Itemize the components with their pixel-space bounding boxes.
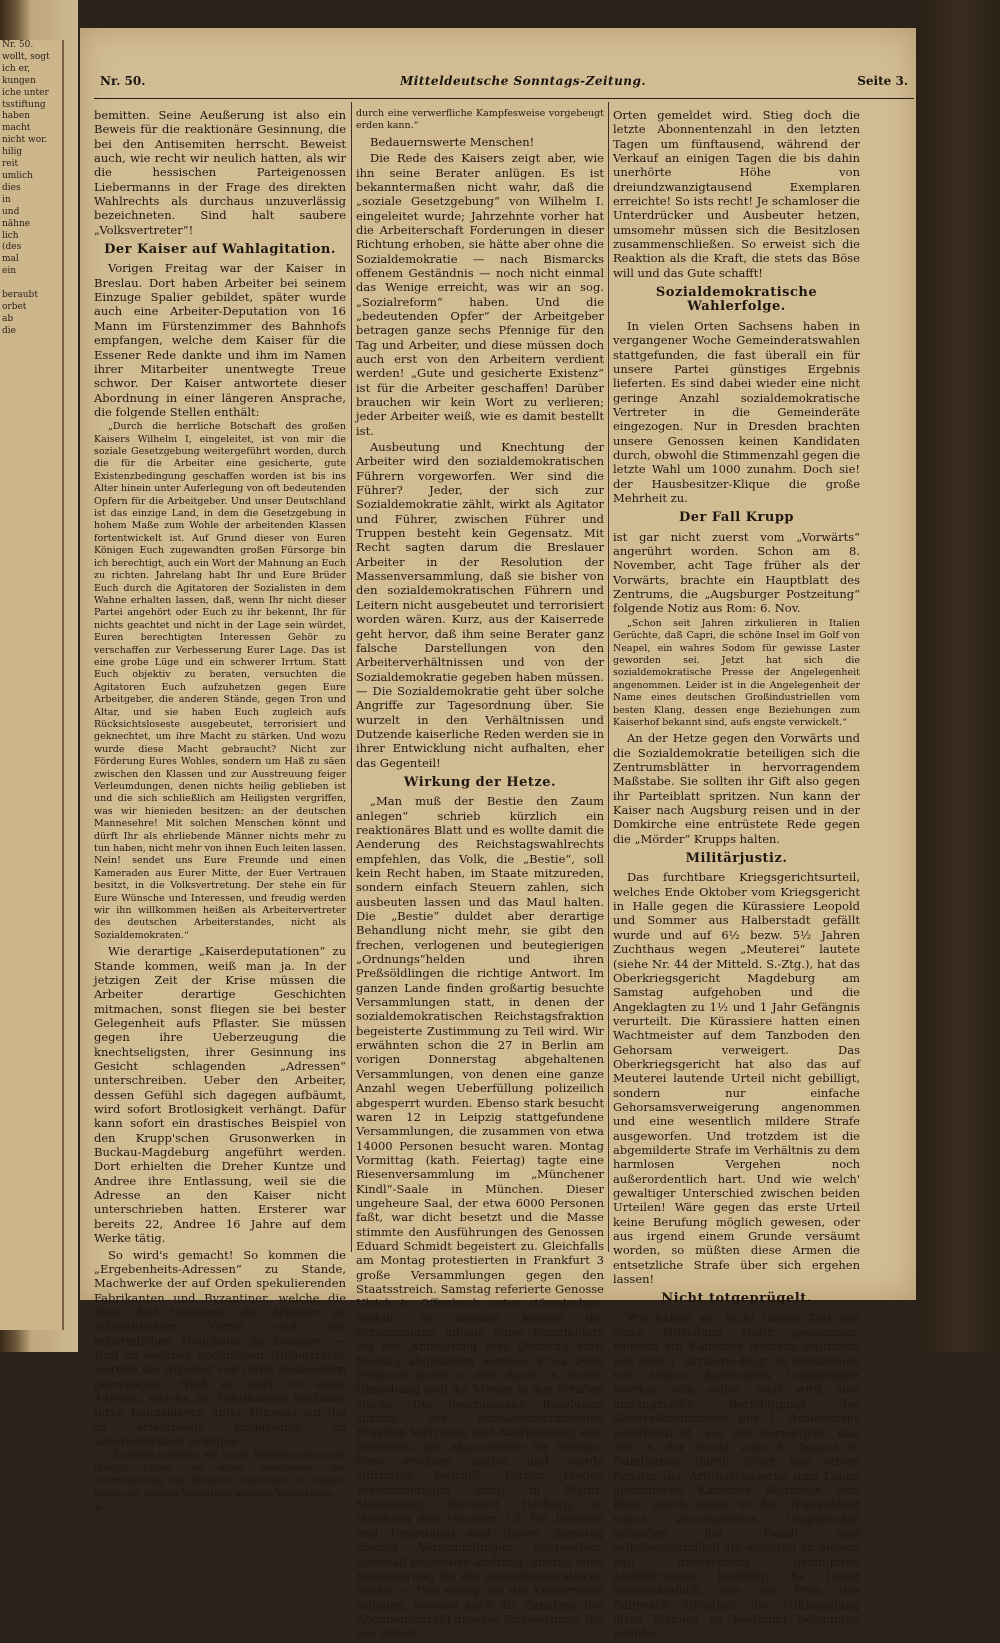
column-1: [94, 108, 346, 1516]
previous-page-edge: [0, 40, 64, 1330]
paragraph: Ausbeutung und Knechtung der Arbeiter wird den sozialdemokratischen Führern vorgeworfen. Wer sind die Führer? Jeder, der sich zur Sozialdemokratie zählt, wirkt als Agitator und Führer, zwischen Führer und Truppen besteht kein Gegensatz. Mit Recht sagten darum die Breslauer Arbeiter in der Resolution der Massenversammlung, daß sie bisher von den sozialdemokratischen Führern und Leitern nicht ausgebeutet und terrorisiert worden wären. Kurz, aus der Kaiserrede geht hervor, daß ihm seine Berater ganz falsche Darstellungen von den Arbeiterverhältnissen und von der Sozialdemokratie gegeben haben müssen. — Die Sozialdemokratie geht über solche Angriffe zur Tagesordnung über. Sie wurzelt in den Verhältnissen und Dutzende kaiserliche Reden werden sie in ihrer Entwicklung nicht aufhalten, eher das Gegenteil!: [356, 440, 604, 770]
paragraph: An der Hetze gegen den Vorwärts und die Sozialdemokratie beteiligen sich die Zentrumsblätter in hervorragendem Maßstabe. Sie sollten ihr Gift also gegen ihr Parteiblatt spritzen. Nun kann der Kaiser nach Augsburg reisen und in der Domkirche eine entrüstete Rede gegen die „Mörder“ Krupps halten.: [613, 731, 860, 846]
article-heading: Wirkung der Hetze.: [403, 774, 557, 790]
paragraph: Orten gemeldet wird. Stieg doch die letzte Abonnentenzahl in den letzten Tagen um fünftausend, während der Verkauf an einigen Tagen die bis dahin unerhörte Höhe von dreiundzwanzigtausend Exemplaren erreichte! So ists recht! Je schamloser die Unterdrücker und Ausbeuter hetzen, umsomehr müssen sich die Besitzlosen zusammenschließen. So erweist sich die Reaktion als die Kraft, die stets das Böse will und das Gute schafft!: [613, 108, 860, 280]
paragraph: Wie derartige „Kaiserdeputationen“ zu Stande kommen, weiß man ja. In der jetzigen Zeit der Krise müssen die Arbeiter derartige Geschichten mitmachen, sonst fliegen sie bei bester Gelegenheit aufs Pflaster. Sie müssen gegen ihre Ueberzeugung die knechtseligsten, ihrer Gesinnung ins Gesicht schlagenden „Adressen“ unterschreiben. Ueber den Arbeiter, dessen Gefühl sich dagegen aufbäumt, wird sofort Brotlosigkeit verhängt. Dafür kann sofort ein drastisches Beispiel von den Krupp'schen Grusonwerken in Buckau-Magdeburg angeführt werden. Dort erhielten die Dreher Kuntze und Andree ihre Entlassung, weil sie die Adresse an den Kaiser nicht unterschrieben hatten. Ersterer war bereits 22, Andree 16 Jahre auf dem Werke tätig.: [94, 944, 346, 1246]
article-heading: Nicht totgeprügelt.: [661, 1291, 812, 1307]
column-divider: [351, 102, 352, 1252]
paragraph: Das furchtbare Kriegsgerichtsurteil, welches Ende Oktober vom Kriegsgericht in Halle gegen die Kürassiere Leopold und Sommer aus Halberstadt gefällt wurde und auf 6½ bezw. 5½ Jahren Zuchthaus wegen „Meuterei“ lautete (siehe Nr. 44 der Mitteld. S.-Ztg.), hat das Oberkriegsgericht Magdeburg am Samstag aufgehoben und die Angeklagten zu 1½ und 1 Jahr Gefängnis verurteilt. Die Kürassiere hatten einen Wachtmeister auf dem Tanzboden den Gehorsam verweigert. Das Oberkriegsgericht hat also das auf Meuterei lautende Urteil nicht gebilligt, sondern nur einfache Gehorsamsverweigerung angenommen und eine wesentlich mildere Strafe ausgeworfen. Und trotzdem ist die abgemilderte Strafe im Verhältnis zu dem harmlosen Vergehen noch außerordentlich hart. Und wie welch' gewaltiger Unterschied zwischen beiden Urteilen! Wäre gegen das erste Urteil keine Berufung möglich gewesen, oder aus irgend einem Grunde versäumt worden, so müßten diese Armen die entsetzliche Strafe über sich ergehen lassen!: [613, 870, 860, 1287]
paragraph: Wir haben vor nicht langer Zeit von einer Mitteilung Notiz genommen, wonach ein Kanonier Namens Baltrusch von dem 1. Artillerie-Regt. in Gumbinnen von seinen Kameraden totgeprügelt worden sein sollte. Jetzt wird eine umfangreiche Berichtigung des Generalkommandos des 1. Armeekorps veröffentlicht, aus der hervorgeht, daß der in der Nacht zum 8. August in Gumbinnen durch Sturz aus einem Fenster der Artilleriekaserne ums Leben gekommene Kanonier Baltrusch sein Ende durch einen in der Trunkenheit selbst verschuldeten Unglücksfall gefunden hat. Damit sind selbstverständlich die weiteren an diesem Fall unsererseits geknüpften Ausführungen hinfällig. Es bleibt unverständlich, wie die Frau des Baltrusch öffentlich die Mißhandlung ihres Mannes so bestimmt behaupten konnte.: [613, 1310, 860, 1641]
page-number: Seite 3.: [857, 74, 908, 88]
article-heading: Sozialdemokratische Wahlerfolge.: [655, 285, 818, 315]
paragraph: In vielen Orten Sachsens haben in vergangener Woche Gemeinderatswahlen stattgefunden, die fast überall ein für unsere Partei günstiges Ergebnis lieferten. Es sind dabei wieder eine nicht geringe Anzahl sozialdemokratische Vertreter in die Gemeinderäte eingezogen. Nur in Dresden brachten unsere Genossen keinen Kandidaten durch, obwohl die Stimmenzahl gegen die letzte Wahl um 1000 zunahm. Doch sie! der Hausbesitzer-Klique die große Mehrheit zu.: [613, 318, 860, 505]
header-rule: [94, 98, 914, 99]
paper-title: Mitteldeutsche Sonntags-Zeitung.: [400, 74, 647, 88]
article-heading: Der Kaiser auf Wahlagitation.: [104, 242, 336, 258]
article-heading: Militärjustiz.: [685, 851, 788, 867]
quote: „Schon seit Jahren zirkulieren in Italien Gerüchte, daß Capri, die schöne Insel im Golf von Neapel, ein wahres Sodom für gewisse Laster geworden sei. Jetzt hat sich die sozialdemokratische Presse der Angelegenheit angenommen. Leider ist in die Angelegenheit der Name eines deutschen Großindustriellen vom besten Klang, dessen enge Beziehungen zum Kaiserhof bekannt sind, aufs engste verwickelt.“: [613, 617, 860, 728]
quote-end: durch eine verwerfliche Kampfesweise vorgebeugt erden kann.“: [356, 108, 604, 132]
paragraph: „Man muß der Bestie den Zaum anlegen“ schrieb kürzlich ein reaktionäres Blatt und es wollte damit die Aenderung des Reichstagswahlrechts empfehlen, das Volk, die „Bestie“, soll kein Recht haben, im Staate mitzureden, sondern einfach Steuern zahlen, sich ausbeuten lassen und das Maul halten. Die „Bestie“ duldet aber derartige Behandlung nicht mehr, sie gibt den frechen, verlogenen und beutegierigen „Ordnungs“helden und ihren Preßsöldlingen die richtige Antwort. Im ganzen Lande finden großartig besuchte Versammlungen statt, in denen der sozialdemokratischen Reichstagsfraktion begeisterte Zustimmung zu Teil wird. Wir erwähnten schon die 27 in Berlin am vorigen Donnerstag abgehaltenen Versammlungen, von denen eine ganze Anzahl wegen Ueberfüllung polizeilich abgesperrt wurden. Ebenso stark besucht waren 12 in Leipzig stattgefundene Versammlungen, die zusammen von etwa 14000 Personen besucht waren. Montag Vormittag (kath. Feiertag) tagte eine Riesenversammlung im „Münchener Kindl“-Saale in München. Dieser ungeheure Saal, der etwa 6000 Personen faßt, war dicht besetzt und die Masse stimmte den Ausführungen des Genossen Eduard Schmidt begeistert zu. Gleichfalls am Montag protestierten in Frankfurt 3 große Versammlungen gegen den Staatsstreich. Samstag referierte Genosse Ulrich in Offenbach unter stürmischem Beifall. In Breslau konnte die Versammlung infolge eines Formfehlers bei der Anmeldung erst Dienstag statt Montag abgehalten werden. Etwa 2000 Personen waren in dem Saale, in dessen Umgebung sich die Menge in den Straßen staute. Die beschlossene Resolution spricht der sozialdemokratischen Fraktion Vertrauen und Anerkennung aus. Bernstein, der Abgeordnete für Breslau-West erschien später und wurde stürmisch begrüßt. Ferner fanden Versammlungen statt: in Mainz, Magdeburg, Stuttgart, Harburg, in Hamburg den Vororten 13, für Dresden und Umgebung sind diesen Samstag dreißig Versammlungen vorgesehen. Ueberall kolossaler Andrang, überall hohe Begeisterung für die sozialdemokratische Sache. — Wie wenig uns die Kaiserreden schaden, beweist auch die Zunahme der Abonnentenzahl unserer Parteiorgane, die aus vielen: [356, 794, 604, 1641]
quote: „Durch die herrliche Botschaft des großen Kaisers Wilhelm I, eingeleitet, ist von mir die soziale Gesetzgebung weitergeführt worden, durch die für die Arbeiter eine gesicherte, gute Existenzbedingung geschaffen worden ist bis ins Alter hinein unter Auferlegung von oft bedeutenden Opfern für die Arbeitgeber. Und unser Deutschland ist das einzige Land, in dem die Gesetzgebung in hohem Maße zum Wohle der arbeitenden Klassen fortentwickelt ist. Auf Grund dieser von Euren Königen Euch zugewandten großen Fürsorge bin ich berechtigt, auch ein Wort der Mahnung an Euch zu richten. Jahrelang habt Ihr und Eure Brüder Euch durch die Agitatoren der Sozialisten in dem Wahne erhalten lassen, daß, wenn Ihr nicht dieser Partei angehört oder Euch zu ihr bekennt, Ihr für nichts geachtet und nicht in der Lage sein würdet, Euren berechtigten Interessen Gehör zu verschaffen zur Verbesserung Eurer Lage. Das ist eine grobe Lüge und ein schwerer Irrtum. Statt Euch objektiv zu beraten, versuchten die Agitatoren Euch aufzuhetzen gegen Eure Arbeitgeber, die anderen Stände, gegen Tron und Altar, und sie haben Euch zugleich aufs Rücksichtsloseste ausgebeutet, terrorisiert und geknechtet, um ihre Macht zu stärken. Und wozu wurde diese Macht gebraucht? Nicht zur Förderung Eures Wohles, sondern um Haß zu säen zwischen den Klassen und zur Ausstreuung feiger Verleumdungen, denen nichts heilig geblieben ist und die sich schließlich am Heiligsten vergriffen, was wir hienieden besitzen: an der deutschen Mannesehre! Mit solchen Menschen könnt und dürft Ihr als ehrliebende Männer nichts mehr zu tun haben, nicht mehr von ihnen Euch leiten lassen. Nein! sendet uns Eure Freunde und einen Kameraden aus Eurer Mitte, der Euer Vertrauen besitzt, in die Volksvertretung. Der stehe ein für Eure Wünsche und Interessen, und freudig werden wir ihn willkommen heißen als Arbeitervertreter des deutschen Arbeiterstandes, nicht als Sozialdemokraten.“: [94, 421, 346, 941]
paragraph: Bedauernswerte Menschen!: [370, 134, 535, 149]
paragraph: So wird's gemacht! So kommen die „Ergebenheits-Adressen“ zu Stande, Machwerke der auf Orden spekulierenden Fabrikanten und Byzantiner, welche die flaue Zeit benutzen, die Arbeiter zu schmählichem Verrat und zur erbärmlichen Heuchelei zu zwingen. — Und zu welcher bodenlosen Niedertracht werden die Arbeiter von ihren Ausbeutern gezwungen! Hieß es doch in einer Adresse, welche die Fabrikanten Bochums ihren Lohnsklaven unter Hinweis auf die zu erwartende Entlassung, zu unterschreiben zwangen:: [94, 1247, 346, 1448]
quote: „Zugleich möchten wir Eurer Majestät allerunter tänigst bitten, zu einer Aenderung der Gesetzgebung die Initiative ergreifen zu wollen, damit der elteren Vergiftung unseres Volkslebens: [94, 1450, 346, 1499]
paragraph: bemitten. Seine Aeußerung ist also ein Beweis für die reaktionäre Gesinnung, die bei den Antisemiten herrscht. Beweist auch, wie recht wir neulich hatten, als wir die hessischen Parteigenossen Liebermanns in der Frage des direkten Wahlrechts als durchaus unzuverlässig bezeichneten. Sind halt saubere „Volksvertreter“!: [94, 108, 346, 237]
column-3: [613, 108, 860, 1643]
issue-number: Nr. 50.: [100, 74, 146, 88]
column-2: [356, 108, 604, 1643]
paragraph: Die Rede des Kaisers zeigt aber, wie ihn seine Berater anlügen. Es ist bekanntermaßen nicht wahr, daß die „soziale Gesetzgebung“ von Wilhelm I. eingeleitet wurde; Jahrzehnte vorher hat die Arbeiterschaft Forderungen in dieser Richtung erhoben, sie hätte aber ohne die Sozialdemokratie — nach Bismarcks offenem Geständnis — noch nicht einmal das Wenige erreicht, was wir an sog. „Sozialreform“ haben. Und die „bedeutenden Opfer“ der Arbeitgeber betragen ganze sechs Pfennige für den Tag und Arbeiter, und diese müssen doch auch erst von den Arbeitern verdient werden! „Gute und gesicherte Existenz“ ist für die Arbeiter geschaffen! Darüber brauchen wir kein Wort zu verlieren; jeder Arbeiter weiß, wie es damit bestellt ist.: [356, 151, 604, 438]
paragraph: ist gar nicht zuerst vom „Vorwärts“ angerührt worden. Schon am 8. November, acht Tage früher als der Vorwärts, brachte ein Hauptblatt des Zentrums, die „Augsburger Postzeitung“ folgende Notiz aus Rom: 6. Nov.: [613, 529, 860, 616]
article-heading: Der Fall Krupp: [678, 510, 795, 526]
previous-page-text: Nr. 50. wollt, sogt ich er, kungen iche unter tsstiftung haben macht nicht wor. hilig reit umlich dies in und nähne lich (des mal ein beraubt orbet ab die: [2, 40, 50, 336]
page-header: [100, 74, 908, 94]
book-spine-edge: [916, 0, 1000, 1352]
printer-mark: w: [94, 1502, 103, 1514]
paragraph: Vorigen Freitag war der Kaiser in Breslau. Dort haben Arbeiter bei seinem Einzuge Spalier gebildet, später wurde auch eine Arbeiter-Deputation von 16 Mann im Fürstenzimmer des Bahnhofs empfangen, welche dem Kaiser für die Essener Rede dankte und ihm im Namen ihrer Mitarbeiter unentwegte Treue schwor. Der Kaiser antwortete dieser Abordnung in einer längeren Ansprache, die folgende Stellen enthält:: [94, 261, 346, 419]
column-divider: [608, 102, 609, 1252]
